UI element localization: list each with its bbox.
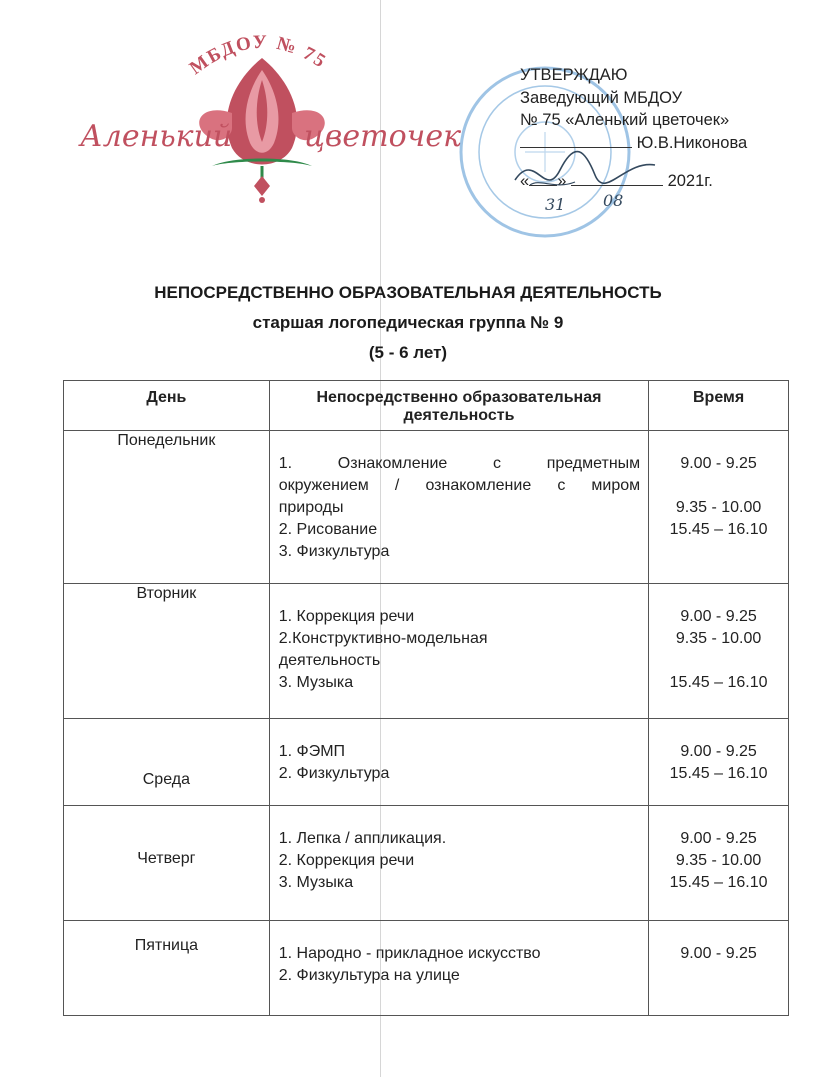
time-cell xyxy=(649,719,789,806)
table-header-row xyxy=(64,381,789,431)
activity-cell xyxy=(269,806,648,921)
activity-item: 1. Лепка / аппликация. xyxy=(278,830,447,847)
activity-item: 2. Физкультура xyxy=(278,765,390,782)
time-slot: 15.45 – 16.10 xyxy=(669,765,768,782)
day-cell: Понедельник xyxy=(64,431,270,584)
document-age-range: (5 - 6 лет) xyxy=(368,343,448,362)
time-cell xyxy=(649,806,789,921)
approval-signer: Ю.В.Никонова xyxy=(636,133,748,152)
table-row xyxy=(64,719,789,806)
date-quote-close: » xyxy=(557,172,567,190)
time-slot: 9.35 - 10.00 xyxy=(675,499,762,516)
time-slot: 9.00 - 9.25 xyxy=(680,455,757,472)
activity-cell xyxy=(269,431,648,584)
activity-item: 3. Музыка xyxy=(278,674,354,691)
activity-item: деятельность xyxy=(278,652,381,669)
activity-item: 3. Музыка xyxy=(278,874,354,891)
activity-item: природы xyxy=(278,499,344,516)
activity-item: 1. Народно - прикладное искусство xyxy=(278,945,541,962)
activity-item: 1. Коррекция речи xyxy=(278,608,415,625)
logo-script-right: цветочек xyxy=(304,119,461,154)
kindergarten-logo xyxy=(72,18,462,208)
approval-heading: УТВЕРЖДАЮ xyxy=(520,66,628,84)
day-cell: Вторник xyxy=(64,584,270,719)
activity-cell xyxy=(269,719,648,806)
handwritten-signature-icon xyxy=(505,140,665,220)
handwritten-day: 31 xyxy=(545,195,566,214)
table-row xyxy=(64,921,789,1016)
time-cell xyxy=(649,921,789,1016)
schedule-table xyxy=(63,380,789,1016)
approval-year: 2021г. xyxy=(667,172,713,190)
time-slot: 9.00 - 9.25 xyxy=(680,830,757,847)
time-slot: 9.00 - 9.25 xyxy=(680,945,757,962)
day-cell: Четверг xyxy=(64,806,270,921)
activity-item: 2. Рисование xyxy=(278,521,378,538)
table-row xyxy=(64,584,789,719)
approval-organization: № 75 «Аленький цветочек» xyxy=(520,111,730,129)
activity-item: окружением / ознакомление с миром xyxy=(278,477,641,494)
document-titles xyxy=(0,282,816,372)
activity-item: 2. Физкультура на улице xyxy=(278,967,460,984)
document-title: НЕПОСРЕДСТВЕННО ОБРАЗОВАТЕЛЬНАЯ ДЕЯТЕЛЬНОСТЬ xyxy=(154,283,662,302)
time-slot: 15.45 – 16.10 xyxy=(669,521,768,538)
logo-script-left: Аленький xyxy=(80,119,233,154)
activity-item: 1. ФЭМП xyxy=(278,743,346,760)
activity-item: 2.Конструктивно-модельная xyxy=(278,630,488,647)
date-quote-open: « xyxy=(520,172,530,190)
tulip-logo-icon xyxy=(72,18,462,208)
approval-position: Заведующий МБДОУ xyxy=(520,88,683,107)
day-cell: Среда xyxy=(64,719,270,806)
column-header-activity: Непосредственно образовательная деятельность xyxy=(269,381,648,431)
activity-cell xyxy=(269,584,648,719)
time-cell xyxy=(649,584,789,719)
time-slot: 9.00 - 9.25 xyxy=(680,743,757,760)
time-cell xyxy=(649,431,789,584)
table-row xyxy=(64,806,789,921)
day-cell: Пятница xyxy=(64,921,270,1016)
table-row xyxy=(64,431,789,584)
activity-cell xyxy=(269,921,648,1016)
time-slot: 9.35 - 10.00 xyxy=(675,630,762,647)
time-slot: 15.45 – 16.10 xyxy=(669,674,768,691)
activity-item: 1. Ознакомление с предметным xyxy=(278,455,641,472)
time-slot: 15.45 – 16.10 xyxy=(669,874,768,891)
column-header-day: День xyxy=(64,381,270,431)
activity-item: 2. Коррекция речи xyxy=(278,852,415,869)
activity-item: 3. Физкультура xyxy=(278,543,390,560)
time-slot: 9.00 - 9.25 xyxy=(680,608,757,625)
column-header-time: Время xyxy=(649,381,789,431)
document-subtitle: старшая логопедическая группа № 9 xyxy=(252,313,564,332)
handwritten-month: 08 xyxy=(603,191,624,210)
time-slot: 9.35 - 10.00 xyxy=(675,852,762,869)
logo-arc-textpath: МБДОУ № 75 xyxy=(185,31,331,80)
